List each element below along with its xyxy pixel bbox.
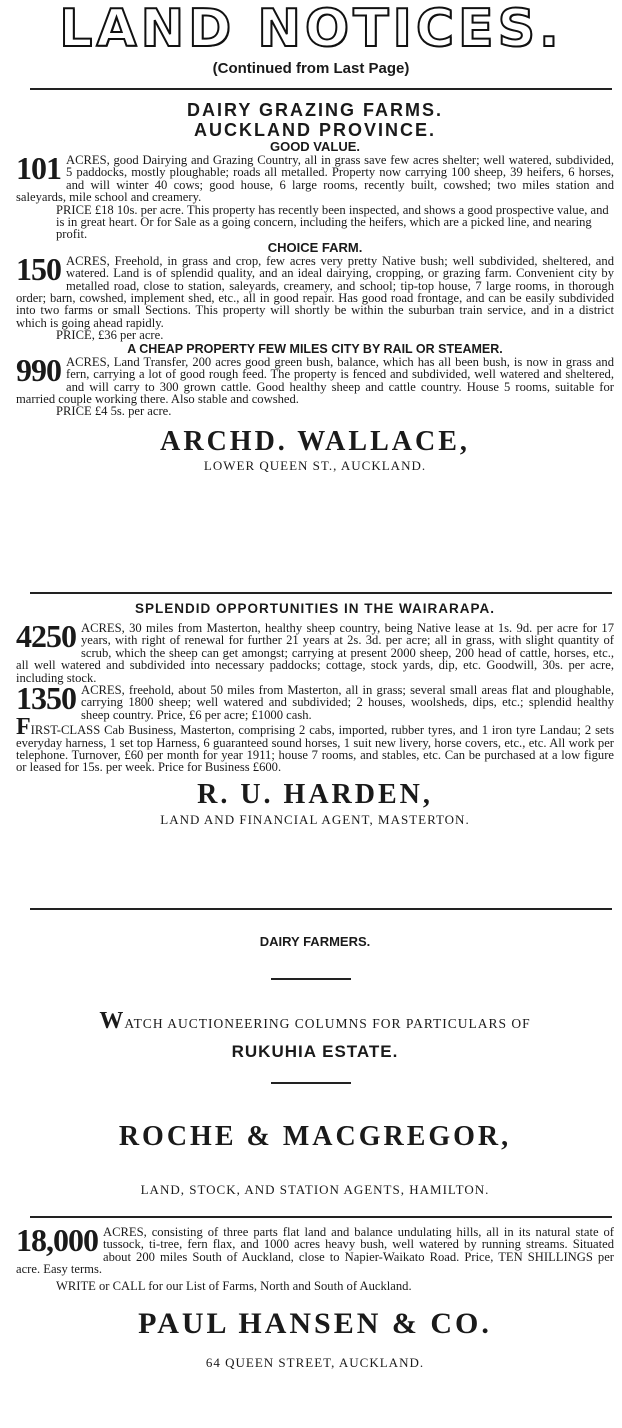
agent-address: LOWER QUEEN ST., AUCKLAND. [203,457,427,473]
acreage-number: 4250 [16,618,76,654]
agent-address: LAND AND FINANCIAL AGENT, MASTERTON. [160,811,470,827]
divider [30,88,612,90]
short-rule [271,1082,351,1084]
listing-text: ACRES, 30 miles from Masterton, healthy sheep country, being Native lease at 1s. 9d. per acre for 17 years, with right of renewal for further 21 years at 2s. 3d. per acre; all in grass, with slight quantity of scrub, which the sheep can get amongst; carrying at present 2000 sheep, 200 head of cattle, horses, etc., all well watered and subdivided into necessary paddocks; cottage, stock yards, dip, etc. Goodwill, 30s. per acre, including stock. [16,621,614,685]
listing-text: ACRES, Land Transfer, 200 acres good green bush, balance, which has all been bush, is now in grass and fern, carrying a lot of good rough feed. The property is fenced and subdivided, well watered and sheltered, and will carry to 300 grown cattle. Good healthy sheep and cattle country. House 5 rooms, suitable for married couple working there. Also stable and cowshed. [16,354,614,406]
agent-name: ARCHD. WALLACE, [160,425,470,457]
ad-rukuhia-estate [16,934,614,950]
ad2-heading: SPLENDID OPPORTUNITIES IN THE WAIRARAPA. [134,601,496,616]
agent-address: 64 QUEEN STREET, AUCKLAND. [205,1355,425,1371]
listing-text: ACRES, freehold, about 50 miles from Masterton, all in grass; several small areas flat and ploughable, carrying 1800 sheep; well watered and subdivided; 2 houses, woolsheds, dips, etc.; splendid healthy sheep country. Price, £6 per acre; £1000 cash. [81,683,614,722]
cab-business-listing [16,714,614,775]
drop-cap: W [99,1008,125,1034]
listing-price: PRICE £18 10s. per acre. This property has recently been inspected, and shows a good prospective value, and is in great heart. Or for Sale as a going concern, including the heifers, which are a picked line, and nearing profit. [56,202,609,242]
watch-line [16,1008,614,1035]
listing-150-acres [16,250,614,330]
divider [30,592,612,594]
write-call-line: WRITE or CALL for our List of Farms, North and South of Auckland. [56,1278,412,1293]
acreage-number: 990 [16,351,61,388]
agent-name: R. U. HARDEN, [197,778,433,810]
ad-paul-hansen [16,1222,614,1372]
acreage-number: 101 [16,150,61,186]
listing-subheading: GOOD VALUE. [269,139,361,154]
listing-price: PRICE, £36 per acre. [56,328,164,343]
listing-text: IRST-CLASS Cab Business, Masterton, comprising 2 cabs, imported, rubber tyres, and 1 iron tyre Landau; 2 sets everyday harness, 1 set top Harness, 6 guaranteed sound horses, 1 suit new livery, horse covers, etc., etc. All work per telephone. Turnover, £60 per month for year 1911; house 7 rooms, and stables, etc. Can be purchased at a low figure or leased for 15s. per week. Price for Business £600. [16,723,614,775]
listing-subheading: CHOICE FARM. [267,239,363,255]
listing-990-acres [16,351,614,406]
ad1-heading: DAIRY GRAZING FARMS. [186,100,443,120]
estate-name: RUKUHIA ESTATE. [231,1042,399,1061]
agent-name: ROCHE & MACGREGOR, [118,1121,512,1152]
agent-name: PAUL HANSEN & CO. [138,1307,492,1341]
listing-101-acres [16,150,614,205]
ad1-subheading: AUCKLAND PROVINCE. [193,120,436,140]
listing-price: PRICE £4 5s. per acre. [56,404,172,419]
continued-note: (Continued from Last Page) [212,60,410,77]
acreage-number: 1350 [16,680,76,717]
acreage-number: 150 [16,250,61,287]
listing-1350-acres [16,680,614,722]
listing-text: ACRES, consisting of three parts flat land and balance undulating hills, all in its natural state of tussock, ti-tree, fern flax, and 1000 acres heavy bush, well watered by running streams. Situated about 200 miles South of Auckland, close to Napier-Waikato Road. Price, TEN SHILLINGS per acre. Easy terms. [16,1225,614,1277]
listing-subheading: A CHEAP PROPERTY FEW MILES CITY BY RAIL OR STEAMER. [127,341,503,356]
listing-text: ACRES, good Dairying and Grazing Country, all in grass save few acres shelter; well watered, subdivided, 5 paddocks, mostly ploughable; roads all metalled. Property now carrying 100 sheep, 39 heifers, 6 horses, and will winter 40 cows; good house, 6 large rooms, recently built, cowshed; two miles station and saleyards, mile school and creamery. [16,153,614,205]
short-rule [271,978,351,980]
ad-wairarapa [16,600,614,828]
divider [30,908,612,910]
drop-cap: F [16,714,31,741]
listing-text: ACRES, Freehold, in grass and crop, few acres very pretty Native bush; well subdivided, sheltered, and watered. Land is of splendid quality, and an ideal dairying, cropping, or grazing farm. Convenient city by metalled road, close to station, saleyards, creamery, and school; tip-top house, 7 large rooms, in thorough order; barn, cowshed, implement shed, etc., all in good repair. Has good road frontage, and can be easily subdivided into two farms or small Sections. This property will shortly be within the suburban train service, and in a district which is going ahead rapidly. [16,253,614,330]
listing-4250-acres [16,618,614,685]
divider [30,1216,612,1218]
acreage-number: 18,000 [16,1222,98,1258]
watch-text: ATCH AUCTIONEERING COLUMNS FOR PARTICULARS OF [124,1016,531,1031]
ad-dairy-grazing-farms [16,100,614,474]
masthead: LAND NOTICES. [59,0,563,59]
agent-address: LAND, STOCK, AND STATION AGENTS, HAMILTON. [140,1182,490,1197]
ad3-heading: DAIRY FARMERS. [259,934,371,949]
listing-18000-acres [16,1222,614,1277]
